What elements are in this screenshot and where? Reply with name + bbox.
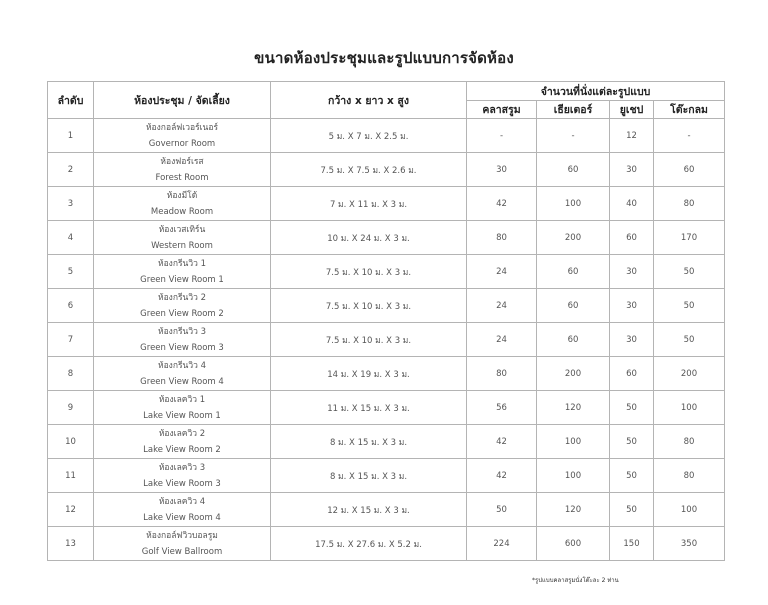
cell-dimensions: 8 ม. X 15 ม. X 3 ม. [271, 459, 467, 493]
cell-ushape: 50 [610, 459, 654, 493]
cell-theater: 600 [537, 527, 610, 561]
room-name-thai: ห้องเลควิว 4 [158, 496, 206, 507]
footnote: *รูปแบบคลาสรูมนั่งโต๊ะละ 2 ท่าน [532, 577, 619, 584]
cell-round: 80 [654, 459, 725, 493]
room-name-thai: ห้องกรีนวิว 2 [157, 292, 207, 303]
cell-dimensions: 12 ม. X 15 ม. X 3 ม. [271, 493, 467, 527]
cell-ushape: 50 [610, 391, 654, 425]
cell-round: 80 [654, 425, 725, 459]
cell-dimensions: 7.5 ม. X 10 ม. X 3 ม. [271, 289, 467, 323]
cell-theater: - [537, 119, 610, 153]
cell-classroom: 224 [467, 527, 537, 561]
cell-dimensions: 5 ม. X 7 ม. X 2.5 ม. [271, 119, 467, 153]
cell-classroom: 50 [467, 493, 537, 527]
cell-no: 6 [48, 289, 94, 323]
table-body [48, 119, 725, 561]
cell-dimensions: 8 ม. X 15 ม. X 3 ม. [271, 425, 467, 459]
table-row [48, 187, 725, 221]
cell-classroom: 30 [467, 153, 537, 187]
room-name-english: Green View Room 2 [140, 308, 224, 319]
room-name-thai: ห้องกรีนวิว 3 [157, 326, 207, 337]
cell-ushape: 30 [610, 255, 654, 289]
cell-room [94, 391, 271, 425]
room-name-thai: ห้องเลควิว 2 [158, 428, 206, 439]
cell-round: 100 [654, 493, 725, 527]
cell-theater: 100 [537, 187, 610, 221]
cell-ushape: 50 [610, 425, 654, 459]
cell-room [94, 119, 271, 153]
cell-theater: 60 [537, 255, 610, 289]
room-name-english: Golf View Ballroom [141, 546, 223, 557]
cell-room [94, 153, 271, 187]
room-name-thai: ห้องกรีนวิว 1 [157, 258, 207, 269]
cell-no: 10 [48, 425, 94, 459]
cell-no: 3 [48, 187, 94, 221]
cell-dimensions: 7 ม. X 11 ม. X 3 ม. [271, 187, 467, 221]
cell-no: 1 [48, 119, 94, 153]
cell-classroom: 42 [467, 187, 537, 221]
cell-ushape: 30 [610, 323, 654, 357]
table-row [48, 459, 725, 493]
room-name-english: Western Room [151, 240, 213, 251]
cell-ushape: 30 [610, 153, 654, 187]
header-round: โต๊ะกลม [654, 101, 725, 119]
cell-classroom: 80 [467, 221, 537, 255]
cell-theater: 200 [537, 221, 610, 255]
room-name-english: Lake View Room 4 [143, 512, 221, 523]
cell-room [94, 459, 271, 493]
table-row [48, 255, 725, 289]
cell-theater: 100 [537, 425, 610, 459]
table-row [48, 391, 725, 425]
cell-round: 100 [654, 391, 725, 425]
cell-no: 5 [48, 255, 94, 289]
cell-no: 11 [48, 459, 94, 493]
cell-round: 350 [654, 527, 725, 561]
cell-round: 50 [654, 255, 725, 289]
room-name-thai: ห้องเวสเทิร์น [158, 224, 206, 235]
cell-round: 170 [654, 221, 725, 255]
cell-theater: 60 [537, 153, 610, 187]
room-name-english: Governor Room [148, 138, 216, 149]
room-name-thai: ห้องฟอร์เรส [160, 156, 204, 167]
cell-classroom: - [467, 119, 537, 153]
cell-room [94, 221, 271, 255]
cell-room [94, 187, 271, 221]
cell-round: 80 [654, 187, 725, 221]
header-classroom: คลาสรูม [467, 101, 537, 119]
header-dimensions: กว้าง x ยาว x สูง [271, 82, 467, 119]
cell-classroom: 24 [467, 323, 537, 357]
room-name-english: Lake View Room 3 [143, 478, 221, 489]
cell-round: 200 [654, 357, 725, 391]
cell-no: 7 [48, 323, 94, 357]
table-row [48, 527, 725, 561]
cell-ushape: 150 [610, 527, 654, 561]
room-name-english: Meadow Room [150, 206, 214, 217]
cell-theater: 60 [537, 323, 610, 357]
cell-round: 50 [654, 289, 725, 323]
cell-no: 12 [48, 493, 94, 527]
room-name-thai: ห้องเลควิว 3 [158, 462, 206, 473]
cell-classroom: 56 [467, 391, 537, 425]
cell-dimensions: 7.5 ม. X 7.5 ม. X 2.6 ม. [271, 153, 467, 187]
table-row [48, 493, 725, 527]
cell-theater: 200 [537, 357, 610, 391]
cell-dimensions: 14 ม. X 19 ม. X 3 ม. [271, 357, 467, 391]
cell-classroom: 24 [467, 255, 537, 289]
room-name-thai: ห้องมีโด้ [166, 190, 198, 201]
cell-round: 60 [654, 153, 725, 187]
cell-round: 50 [654, 323, 725, 357]
cell-classroom: 42 [467, 459, 537, 493]
table-row [48, 425, 725, 459]
room-name-thai: ห้องกอล์ฟเวอร์เนอร์ [145, 122, 219, 133]
header-room: ห้องประชุม / จัดเลี้ยง [94, 82, 271, 119]
cell-theater: 120 [537, 391, 610, 425]
cell-dimensions: 11 ม. X 15 ม. X 3 ม. [271, 391, 467, 425]
cell-no: 4 [48, 221, 94, 255]
room-name-thai: ห้องกอล์ฟวิวบอลรูม [146, 530, 218, 541]
cell-classroom: 80 [467, 357, 537, 391]
cell-dimensions: 7.5 ม. X 10 ม. X 3 ม. [271, 323, 467, 357]
table-row [48, 153, 725, 187]
cell-ushape: 60 [610, 221, 654, 255]
room-name-english: Green View Room 4 [140, 376, 224, 387]
header-capacity-group: จำนวนที่นั่งแต่ละรูปแบบ [467, 82, 725, 101]
table-row [48, 323, 725, 357]
cell-dimensions: 17.5 ม. X 27.6 ม. X 5.2 ม. [271, 527, 467, 561]
room-name-english: Lake View Room 2 [143, 444, 221, 455]
cell-ushape: 30 [610, 289, 654, 323]
table-row [48, 119, 725, 153]
room-name-english: Lake View Room 1 [143, 410, 221, 421]
header-theater: เธียเตอร์ [537, 101, 610, 119]
cell-classroom: 24 [467, 289, 537, 323]
cell-ushape: 60 [610, 357, 654, 391]
cell-dimensions: 7.5 ม. X 10 ม. X 3 ม. [271, 255, 467, 289]
cell-no: 2 [48, 153, 94, 187]
page-title: ขนาดห้องประชุมและรูปแบบการจัดห้อง [254, 49, 514, 67]
cell-no: 8 [48, 357, 94, 391]
room-name-thai: ห้องเลควิว 1 [158, 394, 206, 405]
cell-ushape: 40 [610, 187, 654, 221]
cell-theater: 60 [537, 289, 610, 323]
cell-room [94, 425, 271, 459]
cell-room [94, 493, 271, 527]
header-no: ลำดับ [48, 82, 94, 119]
header-ushape: ยูเชป [610, 101, 654, 119]
room-name-thai: ห้องกรีนวิว 4 [157, 360, 207, 371]
cell-ushape: 12 [610, 119, 654, 153]
cell-theater: 120 [537, 493, 610, 527]
cell-room [94, 527, 271, 561]
cell-no: 9 [48, 391, 94, 425]
cell-dimensions: 10 ม. X 24 ม. X 3 ม. [271, 221, 467, 255]
cell-theater: 100 [537, 459, 610, 493]
room-name-english: Green View Room 3 [140, 342, 224, 353]
table-row [48, 357, 725, 391]
room-name-english: Green View Room 1 [140, 274, 224, 285]
cell-room [94, 323, 271, 357]
cell-room [94, 357, 271, 391]
table-row [48, 289, 725, 323]
cell-room [94, 255, 271, 289]
room-name-english: Forest Room [155, 172, 209, 183]
cell-no: 13 [48, 527, 94, 561]
table-row [48, 221, 725, 255]
meeting-rooms-table [47, 81, 725, 561]
cell-round: - [654, 119, 725, 153]
cell-ushape: 50 [610, 493, 654, 527]
cell-classroom: 42 [467, 425, 537, 459]
cell-room [94, 289, 271, 323]
